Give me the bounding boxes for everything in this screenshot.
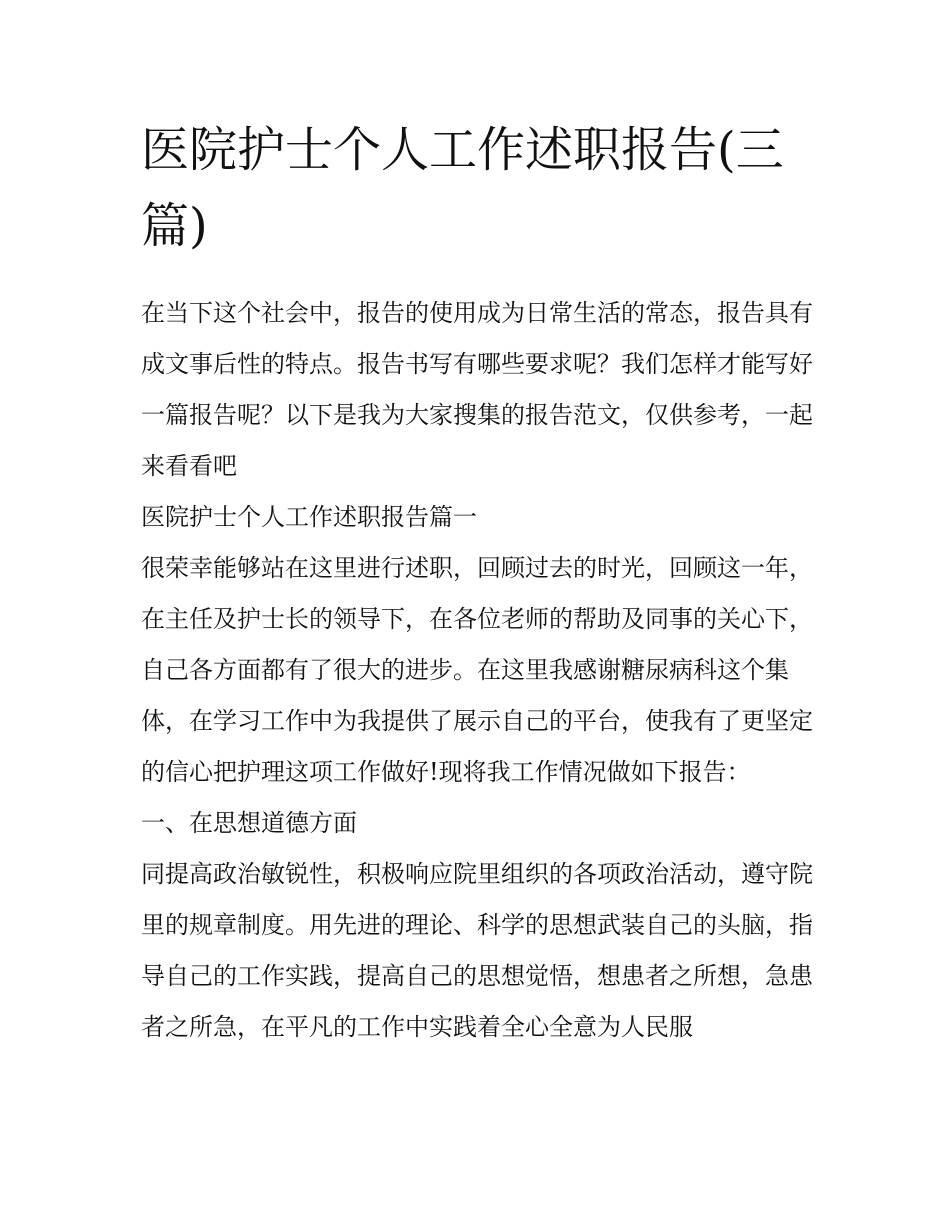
- document-page: [141, 112, 813, 1053]
- section-heading-part-one: 医院护士个人工作述职报告篇一: [141, 503, 477, 531]
- body-paragraph: 同提高政治敏锐性，积极响应院里组织的各项政治活动，遵守院里的规章制度。用先进的理论、科学的思想武装自己的头脑，指导自己的工作实践，提高自己的思想觉悟，想患者之所想，急患者之所急，在平凡的工作中实践着全心全意为人民服: [141, 860, 813, 1041]
- intro-paragraph: 在当下这个社会中，报告的使用成为日常生活的常态，报告具有成文事后性的特点。报告书写有哪些要求呢？我们怎样才能写好一篇报告呢？以下是我为大家搜集的报告范文，仅供参考，一起来看看吧: [141, 299, 813, 480]
- document-body: [141, 288, 813, 1053]
- document-title: 医院护士个人工作述职报告(三篇): [141, 122, 784, 254]
- subsection-heading: 一、在思想道德方面: [141, 809, 357, 837]
- body-paragraph: 很荣幸能够站在这里进行述职，回顾过去的时光，回顾这一年，在主任及护士长的领导下，在各位老师的帮助及同事的关心下，自己各方面都有了很大的进步。在这里我感谢糖尿病科这个集体，在学习工作中为我提供了展示自己的平台，使我有了更坚定的信心把护理这项工作做好!现将我工作情况做如下报告：: [141, 554, 813, 786]
